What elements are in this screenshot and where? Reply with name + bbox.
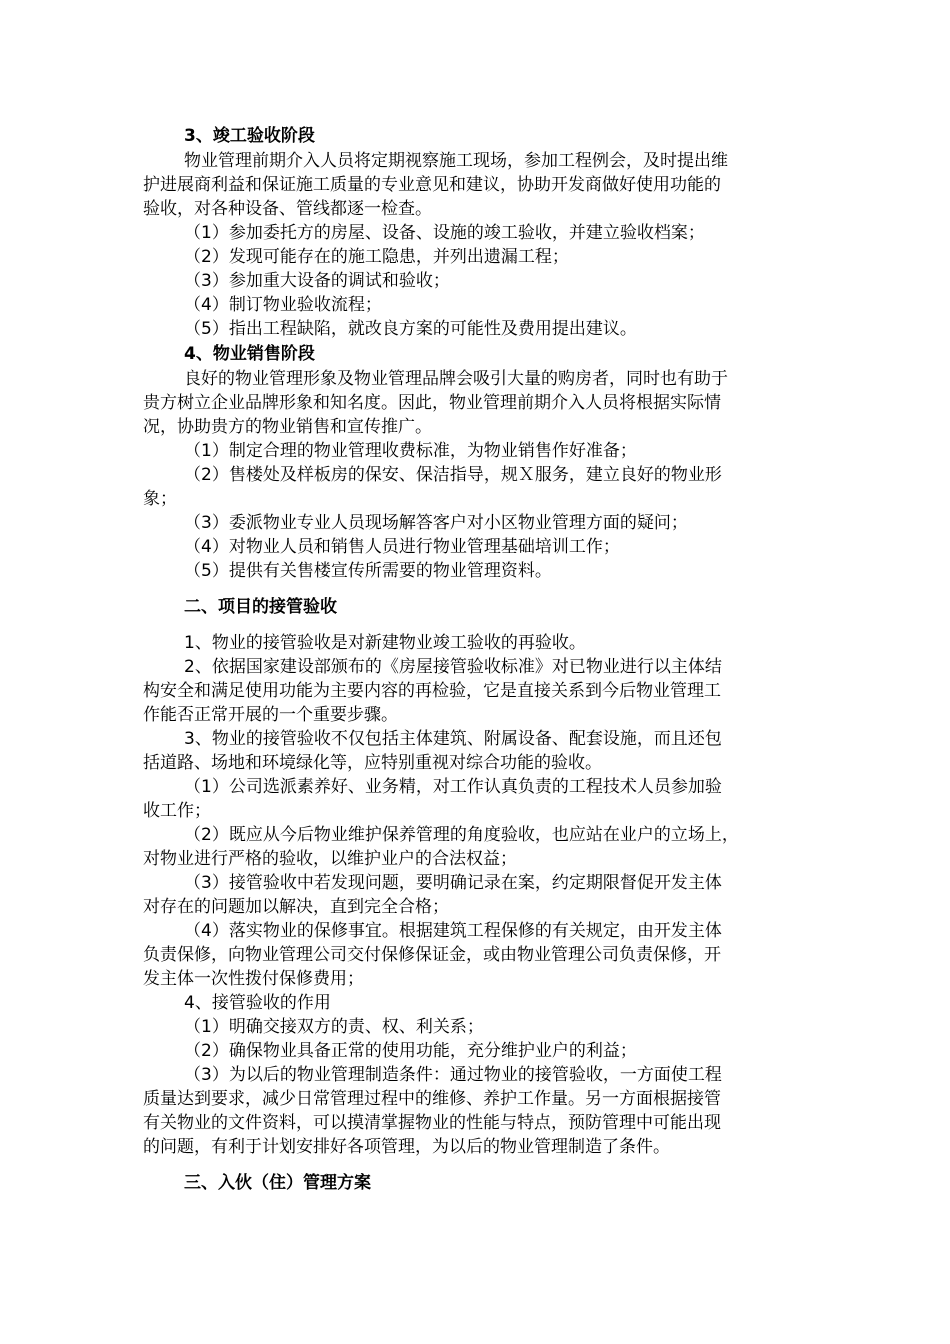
list-item: （3）为以后的物业管理制造条件：通过物业的接管验收，一方面使工程 (184, 1065, 722, 1085)
paragraph-line: 括道路、场地和环境绿化等，应特别重视对综合功能的验收。 (143, 753, 602, 773)
list-item: （5）提供有关售楼宣传所需要的物业管理资料。 (184, 561, 552, 581)
section-heading-sales: 4、物业销售阶段 (184, 344, 315, 364)
list-item: （4）对物业人员和销售人员进行物业管理基础培训工作； (184, 537, 620, 557)
paragraph-line: 贵方树立企业品牌形象和知名度。因此，物业管理前期介入人员将根据实际情 (143, 393, 721, 413)
section-heading-completion-acceptance: 3、竣工验收阶段 (184, 126, 315, 146)
list-item-continuation: 象； (143, 489, 177, 509)
list-item-continuation: 的问题，有利于计划安排好各项管理，为以后的物业管理制造了条件。 (143, 1137, 670, 1157)
list-item: （3）委派物业专业人员现场解答客户对小区物业管理方面的疑问； (184, 513, 688, 533)
paragraph-line: 验收，对各种设备、管线都逐一检查。 (143, 199, 432, 219)
list-item: （5）指出工程缺陷，就改良方案的可能性及费用提出建议。 (184, 319, 637, 339)
list-item-continuation: 收工作； (143, 801, 211, 821)
list-item: （3）参加重大设备的调试和验收； (184, 271, 450, 291)
list-item: （1）参加委托方的房屋、设备、设施的竣工验收，并建立验收档案； (184, 223, 705, 243)
list-item-continuation: 质量达到要求，减少日常管理过程中的维修、养护工作量。另一方面根据接管 (143, 1089, 721, 1109)
list-item: （4）落实物业的保修事宜。根据建筑工程保修的有关规定，由开发主体 (184, 921, 722, 941)
section-heading-move-in: 三、入伙（住）管理方案 (184, 1173, 371, 1193)
list-item-continuation: 有关物业的文件资料，可以摸清掌握物业的性能与特点，预防管理中可能出现 (143, 1113, 721, 1133)
paragraph-line: 良好的物业管理形象及物业管理品牌会吸引大量的购房者，同时也有助于 (184, 369, 728, 389)
paragraph-line: 1、物业的接管验收是对新建物业竣工验收的再验收。 (184, 633, 586, 653)
list-item-continuation: 对物业进行严格的验收，以维护业户的合法权益； (143, 849, 517, 869)
list-item-continuation: 对存在的问题加以解决，直到完全合格； (143, 897, 449, 917)
paragraph-line: 物业管理前期介入人员将定期视察施工现场，参加工程例会，及时提出维 (184, 151, 728, 171)
paragraph-line: 护进展商利益和保证施工质量的专业意见和建议，协助开发商做好使用功能的 (143, 175, 721, 195)
list-item: （4）制订物业验收流程； (184, 295, 382, 315)
paragraph-line: 3、物业的接管验收不仅包括主体建筑、附属设备、配套设施，而且还包 (184, 729, 722, 749)
list-item-continuation: 负责保修，向物业管理公司交付保修保证金，或由物业管理公司负责保修，开 (143, 945, 721, 965)
list-item-continuation: 发主体一次性拨付保修费用； (143, 969, 364, 989)
list-item: （3）接管验收中若发现问题，要明确记录在案，约定期限督促开发主体 (184, 873, 722, 893)
paragraph-line: 构安全和满足使用功能为主要内容的再检验，它是直接关系到今后物业管理工 (143, 681, 721, 701)
list-item: （2）既应从今后物业维护保养管理的角度验收，也应站在业户的立场上， (184, 825, 739, 845)
section-heading-takeover-acceptance: 二、项目的接管验收 (184, 597, 337, 617)
list-item: （1）制定合理的物业管理收费标准，为物业销售作好准备； (184, 441, 637, 461)
paragraph-line: 4、接管验收的作用 (184, 993, 331, 1013)
list-item: （1）明确交接双方的责、权、利关系； (184, 1017, 484, 1037)
list-item: （2）确保物业具备正常的使用功能，充分维护业户的利益； (184, 1041, 637, 1061)
paragraph-line: 2、依据国家建设部颁布的《房屋接管验收标准》对已物业进行以主体结 (184, 657, 722, 677)
list-item: （1）公司选派素养好、业务精，对工作认真负责的工程技术人员参加验 (184, 777, 722, 797)
paragraph-line: 作能否正常开展的一个重要步骤。 (143, 705, 398, 725)
list-item: （2）售楼处及样板房的保安、保洁指导，规Ｘ服务，建立良好的物业形 (184, 465, 722, 485)
list-item: （2）发现可能存在的施工隐患，并列出遗漏工程； (184, 247, 569, 267)
paragraph-line: 况，协助贵方的物业销售和宣传推广。 (143, 417, 432, 437)
